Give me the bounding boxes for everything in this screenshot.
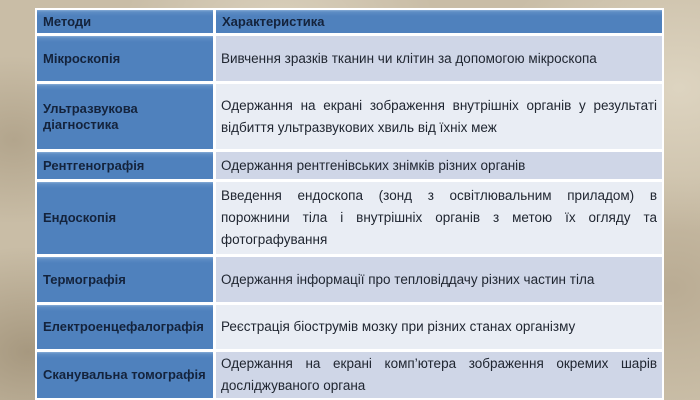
description-text: Вивчення зразків тканин чи клітин за допомогою мікроскопа (221, 50, 597, 66)
column-header-characteristics (216, 10, 662, 33)
methods-table (35, 8, 664, 400)
description-text: Реєстрація біострумів мозку при різних станах організму (221, 319, 576, 334)
method-label: Ультразвукова діагностика (43, 100, 138, 132)
method-cell (37, 305, 213, 349)
description-text: Одержання рентгенівських знімків різних органів (221, 157, 526, 173)
method-cell (37, 352, 213, 398)
description-text: Одержання інформації про тепловіддачу різних частин тіла (221, 271, 595, 287)
method-label: Мікроскопія (43, 50, 121, 66)
description-text: Введення ендоскопа (зонд з освітлювальним приладом) в порожнини тіла і внутрішніх органів з метою їх огляду та фотографування (221, 188, 657, 247)
method-label: Ендоскопія (43, 210, 117, 225)
description-cell (216, 36, 662, 81)
description-cell (216, 352, 662, 398)
method-label: Сканувальна томографія (43, 367, 206, 382)
description-cell (216, 305, 662, 349)
description-cell (216, 152, 662, 179)
method-cell (37, 36, 213, 81)
description-cell (216, 257, 662, 302)
column-header-methods-label: Методи (43, 13, 92, 29)
column-header-methods (37, 10, 213, 33)
method-cell (37, 152, 213, 179)
description-cell (216, 182, 662, 254)
description-cell (216, 84, 662, 149)
method-cell (37, 182, 213, 254)
description-text: Одержання на екрані комп’ютера зображення окремих шарів досліджуваного органа (221, 356, 657, 393)
description-text: Одержання на екрані зображення внутрішніх органів у результаті відбиття ультразвукових хвиль від їхніх меж (221, 97, 657, 135)
method-label: Термографія (43, 271, 126, 287)
column-header-characteristics-label: Характеристика (222, 13, 325, 29)
method-cell (37, 84, 213, 149)
method-label: Рентгенографія (43, 157, 145, 173)
method-label: Електроенцефалографія (43, 319, 204, 334)
method-cell (37, 257, 213, 302)
